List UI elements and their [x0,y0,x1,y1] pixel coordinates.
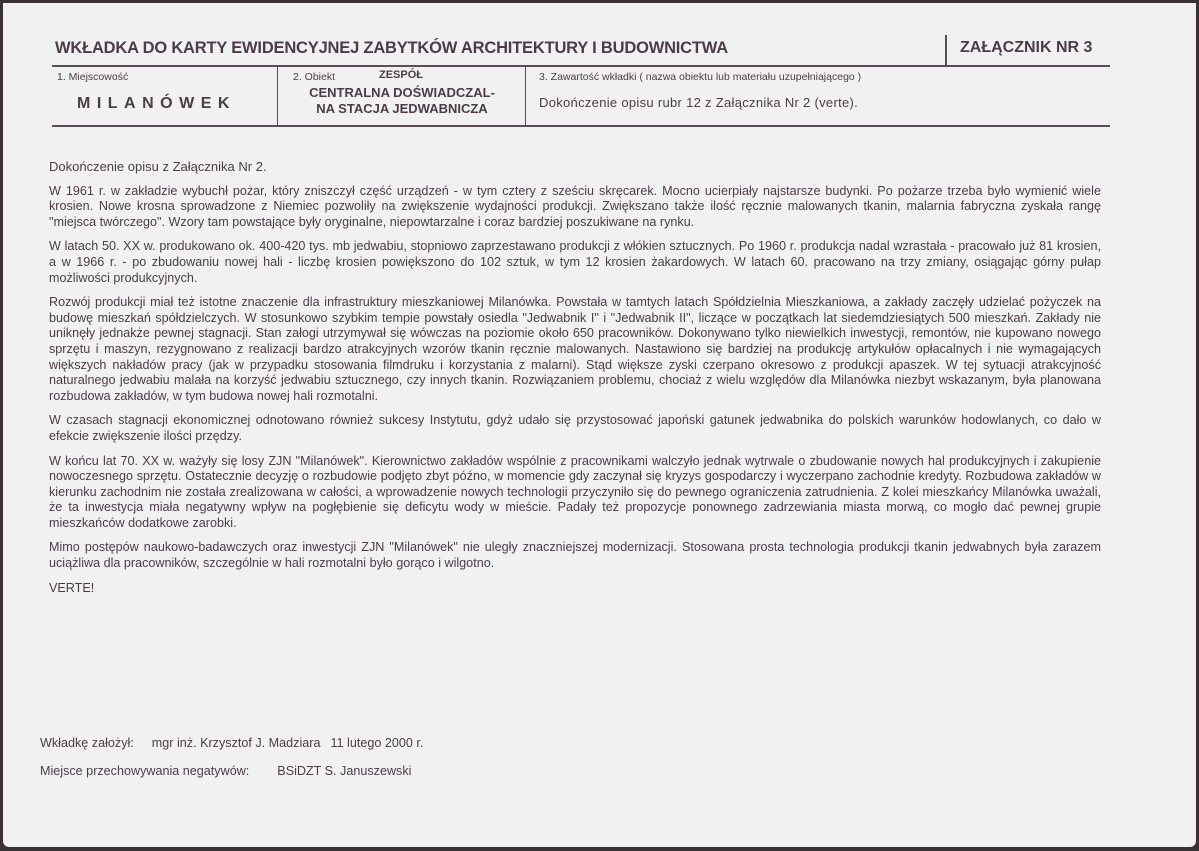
paragraph: W 1961 r. w zakładzie wybuchł pożar, który zniszczył część urządzeń - w tym cztery z sześciu skręcarek. Mocno ucierpiały najstarsze budynki. Po pożarze trzeba było wymienić wiele krosien. Nowe krosna sprowadzone z Niemiec pozwoliły na zwiększenie wydajności produkcji. Zwiększano także ilość ręcznie malowanych tkanin, malarnia fabryczna zyskała rangę "miejsca twórczego". Wzory tam powstające były oryginalne, niepowtarzalne i coraz bardziej poszukiwane na rynku. [49,183,1101,229]
locality-label: 1. Miejscowość [57,71,129,83]
content-value: Dokończenie opisu rubr 12 z Załącznika Nr 2 (verte). [539,95,859,110]
document-title: WKŁADKA DO KARTY EWIDENCYJNEJ ZABYTKÓW ARCHITEKTURY I BUDOWNICTWA [55,39,728,57]
negatives-location: BSiDZT S. Januszewski [277,764,412,778]
body-text [49,159,1101,605]
negatives-label: Miejsce przechowywania negatywów: [40,764,250,778]
object-name [278,85,526,117]
field-content [525,67,1111,125]
paragraph: W końcu lat 70. XX w. ważyły się losy ZJN "Milanówek". Kierownictwo zakładów wspólnie z pracownikami walczyło jednak wytrwale o zbudowanie nowych hal produkcyjnych i zakupienie nowoczesnego sprzętu. Ostatecznie decyzję o rozbudowie podjęto zbyt późno, w momencie gdy zaczynał się kryzys gospodarczy i wyczerpano zachodnie kredyty. Rozbudowa zakładów w kierunku zachodnim nie została zrealizowana w całości, a wprowadzenie nowych technologii przyczyniło się do pewnego ograniczenia zatrudnienia. Z kolei mieszkańcy Milanówka uważali, że ta inwestycja miała negatywny wpływ na pogłębienie się deficytu wody w mieście. Padały też propozycje ponownego zadrzewiania miasta morwą, co mogło dać pewnej grupie mieszkańców dodatkowe zarobki. [49,453,1101,530]
header-row [52,37,1110,67]
annex-number: ZAŁĄCZNIK NR 3 [960,39,1093,56]
verte-note: VERTE! [49,580,95,595]
locality-value: MILANÓWEK [77,95,236,112]
content-label: 3. Zawartość wkładki ( nazwa obiektu lub materiału uzupełniającego ) [539,71,862,83]
fields-row [52,67,1110,127]
paragraph: W czasach stagnacji ekonomicznej odnotowano również sukcesy Instytutu, gdyż udało się przystosować japoński gatunek jedwabnika do polskich warunków hodowlanych, co dało w efekcie zwiększenie ilości przędzy. [49,413,1101,443]
object-name-line1: CENTRALNA DOŚWIADCZAL- [309,85,495,100]
object-label: 2. Obiekt [293,71,336,83]
author-line [40,736,423,750]
author-name: mgr inż. Krzysztof J. Madziara [151,736,321,750]
body-heading: Dokończenie opisu z Załącznika Nr 2. [49,159,267,174]
paragraph: Rozwój produkcji miał też istotne znaczenie dla infrastruktury mieszkaniowej Milanówka. Powstała w tamtych latach Spółdzielnia Mieszkaniowa, a zakłady zaczęły udzielać pożyczek na budowę mieszkań spółdzielczych. W stosunkowo szybkim tempie powstały osiedla "Jedwabnik I" i "Jedwabnik II", liczące w początkach lat siedemdziesiątych 500 mieszkań. Zakłady nie uniknęły jednakże pewnej stagnacji. Stan załogi utrzymywał się wówczas na poziomie około 650 pracowników. Dokonywano tylko niewielkich inwestycji, remontów, nie kupowano nowego sprzętu i maszyn, rezygnowano z realizacji bardzo atrakcyjnych wzorów tkanin ręcznie malowanych. Nastawiono się bardziej na produkcję artykułów opłacalnych i nie wymagających większych nakładów pracy (jak w przypadku stosowania filmdruku i korzystania z malarni). Stąd większe zyski czerpano okresowo z produkcji apaszek. W tej sytuacji atrakcyjność naturalnego jedwabiu malała na korzyść jedwabiu sztucznego, czy innych tkanin. Rozwiązaniem problemu, chociaż z wielu względów dla Milanówka niezbyt wskazanym, była planowana rozbudowa zakładów, w tym budowa nowej hali rozmotalni. [49,295,1101,403]
field-object [277,67,526,125]
object-type: ZESPÓŁ [379,69,424,81]
paragraph: W latach 50. XX w. produkowano ok. 400-420 tys. mb jedwabiu, stopniowo zaprzestawano produkcji z włókien sztucznych. Po 1960 r. produkcja nadal wzrastała - pracowało już 81 krosien, a w 1966 r. - po zbudowaniu nowej hali - liczbę krosien powiększono do 102 sztuk, w tym 12 krosien żakardowych. W latach 60. pracowano na trzy zmiany, osiągając górny pułap możliwości produkcyjnych. [49,239,1101,285]
author-date: 11 lutego 2000 r. [330,736,424,750]
author-label: Wkładkę założył: [40,736,134,750]
document-sheet [3,3,1196,847]
object-name-line2: NA STACJA JEDWABNICZA [316,101,488,116]
paragraph: Mimo postępów naukowo-badawczych oraz inwestycji ZJN "Milanówek" nie uległy znaczniejszej modernizacji. Stosowana prosta technologia produkcji tkanin jedwabnych była zarazem uciążliwa dla pracowników, szczególnie w hali rozmotalni było gorąco i wilgotno. [49,540,1101,571]
field-locality [52,67,277,125]
header-divider [945,35,947,65]
negatives-line [40,764,411,778]
